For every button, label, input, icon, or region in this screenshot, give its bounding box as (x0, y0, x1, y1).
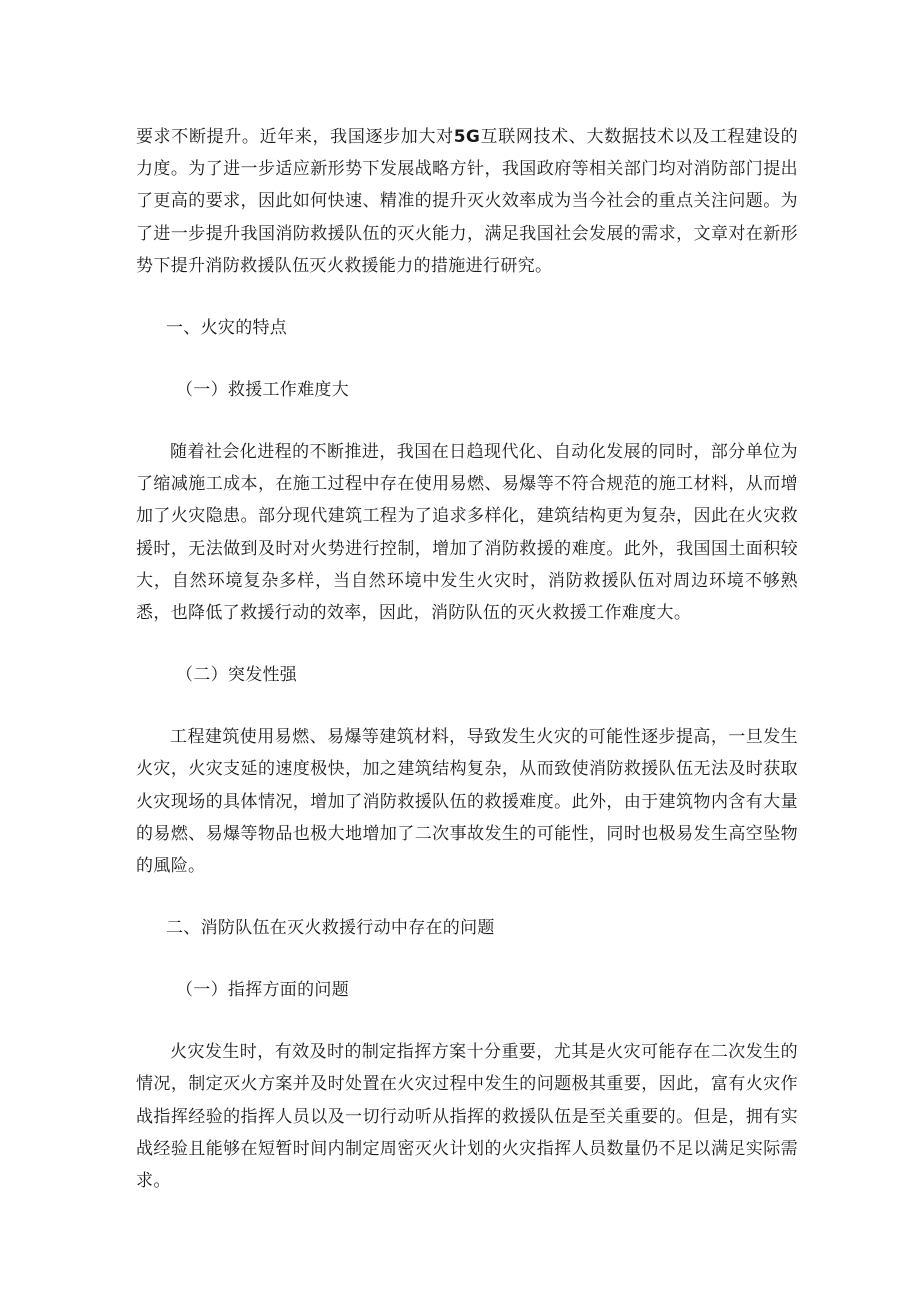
section-1-2-heading: （二）突发性强 (176, 665, 298, 686)
intro-text-rest: 互联网技术、大数据技术以及工程建设的力度。为了进一步适应新形势下发展战略方针，我国政府等相关部门均对消防部门提出了更高的要求，因此如何快速、精准的提升灭火效率成为当今社会的重点关注问题。为了进一步提升我国消防救援队伍的灭火能力，满足我国社会发展的需求，文章对在新形势下提升消防救援队伍灭火救援能力的措施进行研究。 (136, 127, 798, 276)
section-1-1-heading: （一）救援工作难度大 (176, 380, 349, 401)
section-2-1-heading: （一）指挥方面的问题 (176, 980, 349, 1001)
section-1-heading: 一、火灾的特点 (166, 318, 288, 339)
term-5g: 5G (453, 127, 481, 147)
intro-paragraph (136, 121, 798, 282)
intro-text-start: 要求不断提升。近年来，我国逐步加大对 (136, 127, 454, 147)
section-2-1-paragraph: 火灾发生时，有效及时的制定指挥方案十分重要，尤其是火灾可能存在二次发生的情况，制定灭火方案并及时处置在火灾过程中发生的问题极其重要，因此，富有火灾作战指挥经验的指挥人员以及一切行动听从指挥的救援队伍是至关重要的。但是，拥有实战经验且能够在短暂时间内制定周密灭火计划的火灾指挥人员数量仍不足以满足实际需求。 (136, 1042, 798, 1192)
section-1-2-paragraph: 工程建筑使用易燃、易爆等建筑材料，导致发生火灾的可能性逐步提高，一旦发生火灾，火灾支延的速度极快，加之建筑结构复杂，从而致使消防救援队伍无法及时获取火灾现场的具体情况，增加了消防救援队伍的救援难度。此外，由于建筑物内含有大量的易燃、易爆等物品也极大地增加了二次事故发生的可能性，同时也极易发生高空坠物的風险。 (136, 727, 798, 877)
document-body (136, 121, 798, 1197)
section-2-heading: 二、消防队伍在灭火救援行动中存在的问题 (166, 918, 495, 939)
section-1-1-paragraph: 随着社会化进程的不断推进，我国在日趋现代化、自动化发展的同时，部分单位为了缩减施工成本，在施工过程中存在使用易燃、易爆等不符合规范的施工材料，从而增加了火灾隐患。部分现代建筑工程为了追求多样化，建筑结构更为复杂，因此在火灾救援时，无法做到及时对火势进行控制，增加了消防救援的难度。此外，我国国土面积较大，自然环境复杂多样，当自然环境中发生火灾时，消防救援队伍对周边环境不够熟悉，也降低了救援行动的效率，因此，消防队伍的灭火救援工作难度大。 (136, 442, 798, 624)
